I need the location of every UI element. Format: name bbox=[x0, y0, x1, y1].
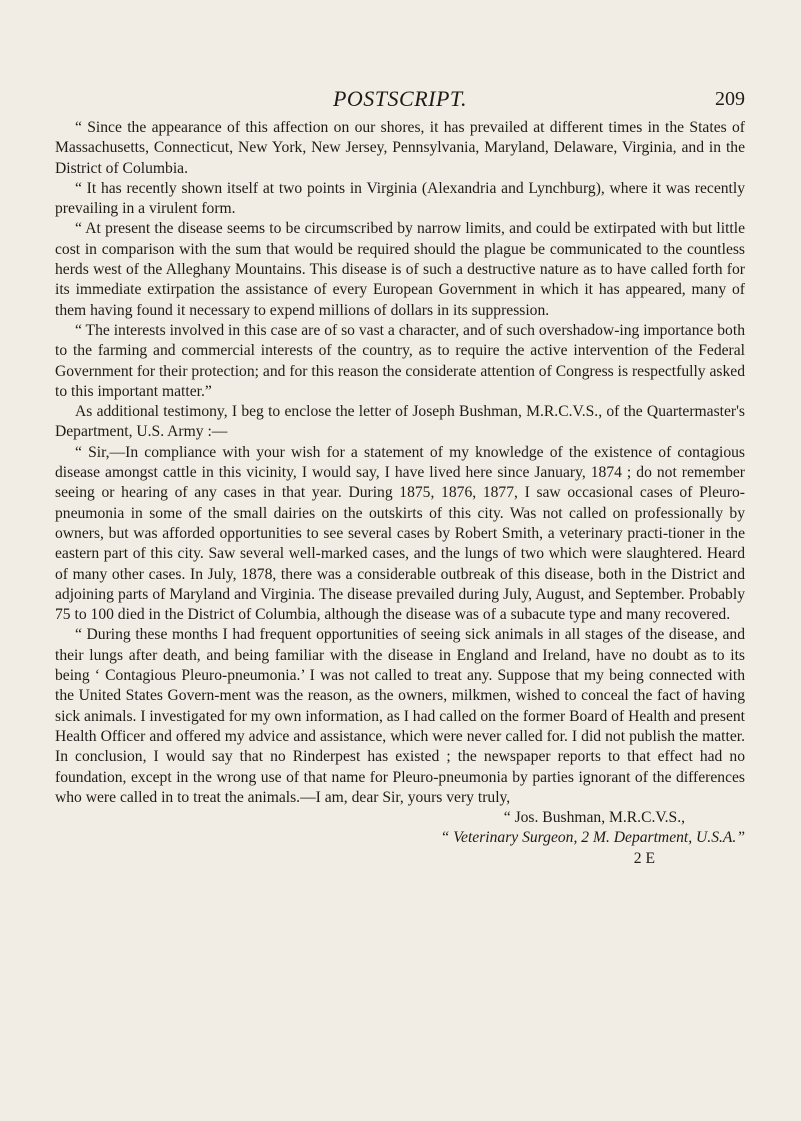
signature-title: “ Veterinary Surgeon, 2 M. Department, U.S.A.” bbox=[440, 829, 745, 847]
paragraph-6: “ Sir,—In compliance with your wish for a statement of my knowledge of the existence of contagious disease amongst cattle in this vicinity, I would say, I have lived here since January, 1874 ; do not remember seeing or hearing of any cases in that year. During 1875, 1876, 1877, I saw occasional cases of Pleuro-pneumonia in some of the small dairies on the outskirts of this city. Was not called on professionally by owners, but was afforded opportunities to see several cases by Robert Smith, a veterinary practi-tioner in the eastern part of this city. Saw several well-marked cases, and the lungs of two which were slaughtered. Heard of many other cases. In July, 1878, there was a considerable outbreak of this disease, both in the District and adjoining parts of Maryland and Virginia. The disease prevailed during July, August, and September. Probably 75 to 100 died in the District of Columbia, although the disease was of a subacute type and many recovered. bbox=[55, 443, 745, 624]
paragraph-1: “ Since the appearance of this affection on our shores, it has prevailed at different times in the States of Massachusetts, Connecticut, New York, New Jersey, Pennsylvania, Maryland, Delaware, Virginia, and in the District of Columbia. bbox=[55, 119, 745, 177]
running-head: POSTSCRIPT. bbox=[332, 86, 468, 111]
paragraph-3: “ At present the disease seems to be circumscribed by narrow limits, and could be extirpated with but little cost in comparison with the sum that would be required should the plague be communicated to the countless herds west of the Alleghany Mountains. This disease is of such a destructive nature as to have called forth for its immediate extirpation the assistance of every European Government in which it has appeared, many of them having found it necessary to expend millions of dollars in its suppression. bbox=[55, 220, 745, 319]
paragraph-2: “ It has recently shown itself at two points in Virginia (Alexandria and Lynchburg), where it was recently prevailing in a virulent form. bbox=[55, 179, 745, 218]
paragraph-7: “ During these months I had frequent opportunities of seeing sick animals in all stages of the disease, and their lungs after death, and being familiar with the disease in England and Ireland, have no doubt as to its being ‘ Contagious Pleuro-pneumonia.’ I was not called to treat any. Suppose that my being connected with the United States Govern-ment was the reason, as the owners, milkmen, wished to conceal the fact of having sick animals. I investigated for my own information, as I had called on the former Board of Health and present Health Officer and offered my advice and assistance, which were never called for. I did not publish the matter. In conclusion, I would say that no Rinderpest has existed ; the newspaper reports to that effect had no foundation, except in the wrong use of that name for Pleuro-pneumonia by parties ignorant of the differences who were called in to treat the animals.—I am, dear Sir, yours very truly, bbox=[55, 626, 745, 806]
body-text bbox=[55, 118, 745, 869]
page-number: 209 bbox=[715, 88, 745, 110]
signature-name: “ Jos. Bushman, M.R.C.V.S., bbox=[503, 809, 685, 827]
paragraph-5: As additional testimony, I beg to enclose the letter of Joseph Bushman, M.R.C.V.S., of the Quartermaster's Department, U.S. Army :— bbox=[55, 403, 745, 441]
paragraph-4: “ The interests involved in this case are of so vast a character, and of such overshadow-ing importance both to the farming and commercial interests of the country, as to require the active intervention of the Federal Government for their protection; and for this reason the considerate attention of Congress is respectfully asked to this important matter.” bbox=[55, 321, 745, 400]
page-header bbox=[55, 86, 745, 114]
signature-mark: 2 E bbox=[633, 849, 655, 867]
